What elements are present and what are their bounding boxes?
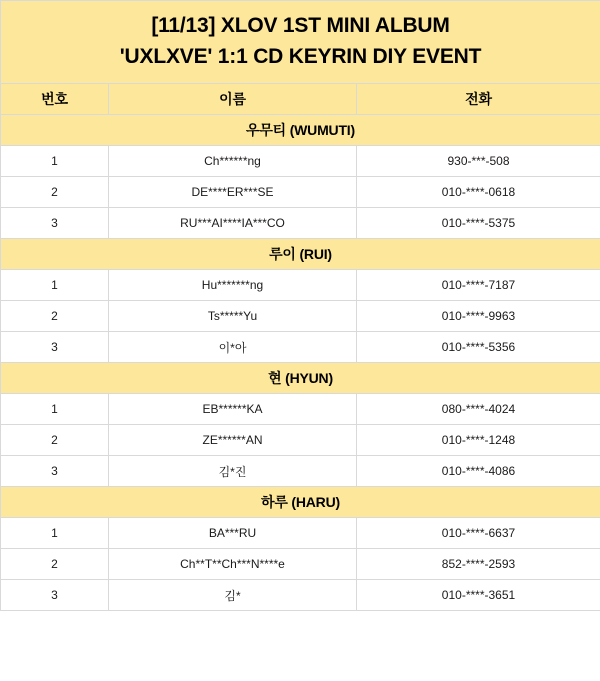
row-phone: 852-****-2593: [357, 549, 600, 580]
group-header-row: [1, 487, 600, 518]
row-phone: 010-****-7187: [357, 270, 600, 301]
table-row: [1, 549, 600, 580]
table-row: [1, 456, 600, 487]
table-row: [1, 146, 600, 177]
row-name: BA***RU: [109, 518, 357, 549]
row-name: Ch******ng: [109, 146, 357, 177]
row-phone: 010-****-4086: [357, 456, 600, 487]
group-header-row: [1, 115, 600, 146]
row-phone: 010-****-5375: [357, 208, 600, 239]
table-row: [1, 580, 600, 611]
row-name: Hu*******ng: [109, 270, 357, 301]
column-header-phone: 전화: [357, 84, 600, 115]
row-phone: 930-***-508: [357, 146, 600, 177]
row-no: 2: [1, 549, 109, 580]
row-name: ZE******AN: [109, 425, 357, 456]
row-no: 3: [1, 456, 109, 487]
group-label: 루이 (RUI): [1, 239, 600, 270]
row-no: 1: [1, 270, 109, 301]
table-row: [1, 270, 600, 301]
row-no: 1: [1, 394, 109, 425]
group-label: 우무티 (WUMUTI): [1, 115, 600, 146]
row-no: 3: [1, 332, 109, 363]
column-header-row: [1, 84, 600, 115]
row-no: 2: [1, 301, 109, 332]
table-row: [1, 177, 600, 208]
table-row: [1, 332, 600, 363]
table-row: [1, 394, 600, 425]
row-name: RU***AI****IA***CO: [109, 208, 357, 239]
table-row: [1, 425, 600, 456]
group-label: 하루 (HARU): [1, 487, 600, 518]
group-header-row: [1, 239, 600, 270]
row-name: 김*진: [109, 456, 357, 487]
row-name: DE****ER***SE: [109, 177, 357, 208]
column-header-name: 이름: [109, 84, 357, 115]
row-no: 2: [1, 177, 109, 208]
table-row: [1, 518, 600, 549]
table-row: [1, 208, 600, 239]
row-phone: 010-****-9963: [357, 301, 600, 332]
row-name: 이*아: [109, 332, 357, 363]
row-name: 김*: [109, 580, 357, 611]
row-no: 3: [1, 580, 109, 611]
page-title: [1, 1, 600, 84]
column-header-no: 번호: [1, 84, 109, 115]
row-name: EB******KA: [109, 394, 357, 425]
table-body: [1, 1, 600, 611]
title-row: [1, 1, 600, 84]
page-title-line-2: 'UXLXVE' 1:1 CD KEYRIN DIY EVENT: [119, 45, 482, 68]
table-row: [1, 301, 600, 332]
row-phone: 010-****-1248: [357, 425, 600, 456]
row-no: 1: [1, 146, 109, 177]
group-header-row: [1, 363, 600, 394]
row-phone: 010-****-5356: [357, 332, 600, 363]
row-phone: 010-****-6637: [357, 518, 600, 549]
row-no: 3: [1, 208, 109, 239]
row-phone: 080-****-4024: [357, 394, 600, 425]
row-phone: 010-****-0618: [357, 177, 600, 208]
group-label: 현 (HYUN): [1, 363, 600, 394]
row-no: 1: [1, 518, 109, 549]
page-title-line-1: [11/13] XLOV 1ST MINI ALBUM: [151, 14, 450, 37]
row-no: 2: [1, 425, 109, 456]
row-phone: 010-****-3651: [357, 580, 600, 611]
row-name: Ch**T**Ch***N****e: [109, 549, 357, 580]
row-name: Ts*****Yu: [109, 301, 357, 332]
